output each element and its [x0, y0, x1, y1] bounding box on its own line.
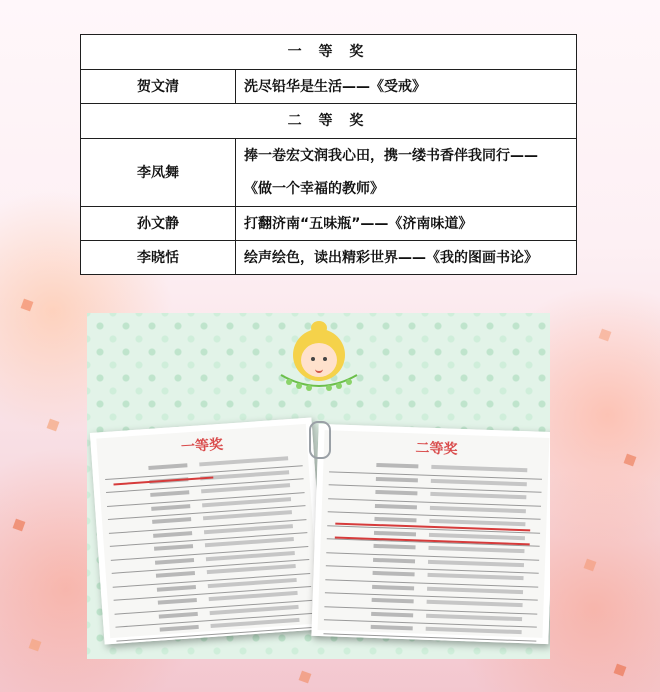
second-prize-heading: 二 等 奖 [81, 104, 577, 139]
winner-name: 李晓恬 [81, 241, 236, 275]
confetti-decoration [614, 664, 627, 677]
work-title: 打翻济南“五味瓶”——《济南味道》 [236, 207, 577, 241]
winner-name: 贺文清 [81, 70, 236, 104]
sheet-title: 二等奖 [415, 440, 458, 458]
sheet-title: 一等奖 [180, 436, 224, 456]
work-title: 洗尽铅华是生活——《受戒》 [236, 70, 577, 104]
confetti-decoration [47, 419, 60, 432]
confetti-decoration [13, 519, 26, 532]
first-prize-heading: 一 等 奖 [81, 35, 577, 70]
table-row [81, 70, 577, 104]
work-title [236, 139, 577, 207]
table-row [81, 139, 577, 207]
award-list-photo [87, 313, 550, 659]
work-title: 绘声绘色，读出精彩世界——《我的图画书论》 [236, 241, 577, 275]
second-prize-sheet [311, 424, 550, 644]
table-row [81, 241, 577, 275]
winner-name: 李凤舞 [81, 139, 236, 207]
winner-name: 孙文静 [81, 207, 236, 241]
awards-table [80, 34, 577, 275]
confetti-decoration [599, 329, 612, 342]
confetti-decoration [29, 639, 42, 652]
confetti-decoration [299, 671, 312, 684]
work-title-line: 捧一卷宏文润我心田，携一缕书香伴我同行—— [244, 148, 538, 164]
table-row [81, 207, 577, 241]
confetti-decoration [584, 559, 597, 572]
first-prize-sheet [90, 418, 326, 645]
confetti-decoration [624, 454, 637, 467]
work-title-line: 《做一个幸福的教师》 [244, 181, 384, 197]
confetti-decoration [21, 299, 34, 312]
laurel-icon [277, 371, 361, 393]
paperclip-icon [309, 421, 331, 459]
